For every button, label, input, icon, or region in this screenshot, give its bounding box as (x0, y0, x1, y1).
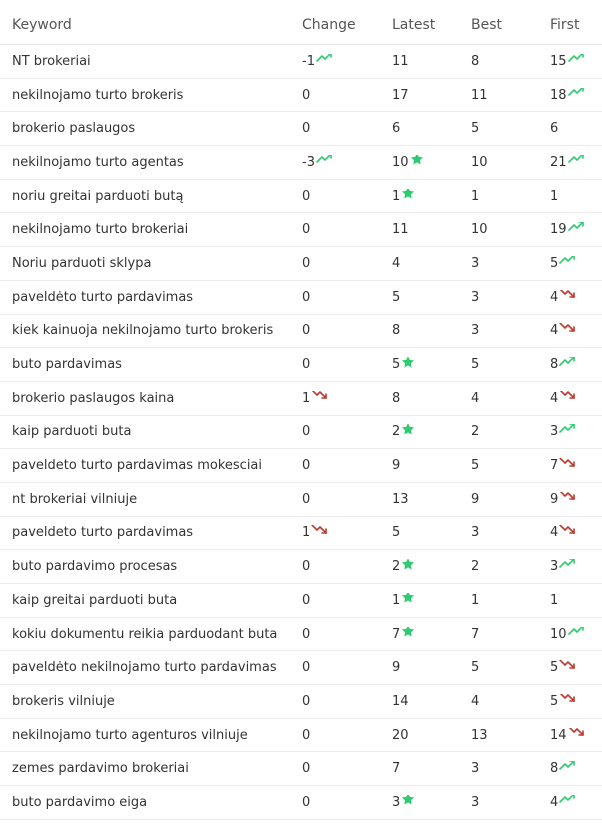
latest-cell (380, 761, 459, 776)
best-cell (459, 795, 538, 810)
first-cell (538, 694, 602, 709)
best-value: 5 (471, 357, 480, 373)
change-value: 0 (302, 255, 311, 271)
trend-down-icon (311, 391, 327, 401)
table-row[interactable] (0, 180, 602, 214)
keyword-text: brokerio paslaugos (12, 121, 136, 137)
star-icon (401, 424, 415, 436)
latest-value: 20 (392, 727, 409, 743)
header-change[interactable]: Change (302, 17, 356, 33)
latest-cell (380, 424, 459, 439)
trend-up-icon (559, 761, 575, 771)
header-first[interactable]: First (550, 17, 580, 33)
best-value: 8 (471, 53, 480, 69)
best-value: 3 (471, 794, 480, 810)
change-cell (290, 88, 380, 103)
table-row[interactable] (0, 483, 602, 517)
star-icon (410, 155, 424, 167)
best-cell (459, 88, 538, 103)
latest-cell (380, 256, 459, 271)
best-value: 11 (471, 87, 488, 103)
latest-cell (380, 660, 459, 675)
keyword-text: buto pardavimo procesas (12, 559, 178, 575)
keyword-text: NT brokeriai (12, 53, 91, 69)
trend-up-icon (559, 795, 575, 805)
change-value: 0 (302, 121, 311, 137)
table-row[interactable] (0, 146, 602, 180)
latest-value: 11 (392, 222, 409, 238)
change-cell (290, 357, 380, 372)
first-cell (538, 593, 602, 608)
trend-up-icon (568, 88, 584, 98)
table-row[interactable] (0, 584, 602, 618)
keyword-text: nekilnojamo turto agenturos vilniuje (12, 727, 248, 743)
first-value: 5 (550, 660, 559, 676)
best-value: 3 (471, 289, 480, 305)
latest-value: 2 (392, 559, 401, 575)
trend-up-icon (316, 54, 332, 64)
change-cell (290, 424, 380, 439)
trend-down-icon (559, 694, 575, 704)
keyword-cell (0, 357, 290, 372)
best-cell (459, 391, 538, 406)
first-value: 1 (550, 592, 559, 608)
table-row[interactable] (0, 786, 602, 820)
keyword-text: nekilnojamo turto agentas (12, 154, 184, 170)
latest-cell (380, 593, 459, 608)
latest-value: 5 (392, 525, 401, 541)
best-cell (459, 627, 538, 642)
change-value: 0 (302, 188, 311, 204)
best-cell (459, 458, 538, 473)
table-row[interactable] (0, 651, 602, 685)
latest-value: 8 (392, 323, 401, 339)
change-cell (290, 593, 380, 608)
latest-cell (380, 54, 459, 69)
best-cell (459, 290, 538, 305)
change-value: 0 (302, 559, 311, 575)
star-icon (401, 795, 415, 807)
latest-value: 11 (392, 53, 409, 69)
first-value: 4 (550, 323, 559, 339)
first-cell (538, 391, 602, 406)
keyword-cell (0, 492, 290, 507)
change-cell (290, 256, 380, 271)
change-cell (290, 728, 380, 743)
latest-value: 8 (392, 390, 401, 406)
best-value: 1 (471, 592, 480, 608)
keyword-cell (0, 694, 290, 709)
keyword-cell (0, 424, 290, 439)
change-cell (290, 627, 380, 642)
first-value: 4 (550, 525, 559, 541)
star-icon (401, 593, 415, 605)
change-value: 0 (302, 424, 311, 440)
first-value: 4 (550, 390, 559, 406)
keyword-cell (0, 593, 290, 608)
keyword-cell (0, 256, 290, 271)
best-value: 5 (471, 458, 480, 474)
latest-cell (380, 525, 459, 540)
latest-value: 9 (392, 660, 401, 676)
keyword-text: nt brokeriai vilniuje (12, 491, 138, 507)
first-value: 1 (550, 188, 559, 204)
keyword-text: paveldeto turto pardavimas (12, 525, 194, 541)
trend-down-icon (559, 660, 575, 670)
first-value: 15 (550, 53, 567, 69)
best-cell (459, 323, 538, 338)
table-row[interactable] (0, 348, 602, 382)
latest-cell (380, 189, 459, 204)
keyword-cell (0, 761, 290, 776)
table-row[interactable] (0, 281, 602, 315)
change-cell (290, 222, 380, 237)
table-row[interactable] (0, 79, 602, 113)
keyword-text: kiek kainuoja nekilnojamo turto brokeris (12, 323, 274, 339)
latest-cell (380, 795, 459, 810)
change-cell (290, 525, 380, 540)
first-value: 21 (550, 154, 567, 170)
table-row[interactable] (0, 416, 602, 450)
change-cell (290, 660, 380, 675)
keyword-text: paveldėto turto pardavimas (12, 289, 194, 305)
first-cell (538, 627, 602, 642)
latest-cell (380, 357, 459, 372)
keyword-text: paveldeto turto pardavimas mokesciai (12, 458, 263, 474)
latest-value: 5 (392, 357, 401, 373)
first-cell (538, 458, 602, 473)
table-row[interactable] (0, 382, 602, 416)
latest-value: 7 (392, 626, 401, 642)
change-value: 0 (302, 592, 311, 608)
first-value: 9 (550, 491, 559, 507)
change-value: 0 (302, 794, 311, 810)
best-cell (459, 525, 538, 540)
change-value: 0 (302, 693, 311, 709)
table-row[interactable] (0, 618, 602, 652)
first-value: 4 (550, 289, 559, 305)
change-cell (290, 559, 380, 574)
trend-up-icon (568, 222, 584, 232)
change-cell (290, 290, 380, 305)
latest-cell (380, 391, 459, 406)
latest-value: 3 (392, 794, 401, 810)
first-cell (538, 559, 602, 574)
keyword-text: noriu greitai parduoti butą (12, 188, 184, 204)
keyword-cell (0, 391, 290, 406)
trend-up-icon (559, 559, 575, 569)
best-cell (459, 357, 538, 372)
latest-cell (380, 323, 459, 338)
best-value: 13 (471, 727, 488, 743)
latest-value: 2 (392, 424, 401, 440)
table-row[interactable] (0, 449, 602, 483)
first-value: 5 (550, 693, 559, 709)
keyword-text: Noriu parduoti sklypa (12, 255, 152, 271)
trend-down-icon (311, 525, 327, 535)
best-value: 4 (471, 693, 480, 709)
keyword-cell (0, 54, 290, 69)
latest-cell (380, 290, 459, 305)
latest-cell (380, 694, 459, 709)
keyword-text: kaip greitai parduoti buta (12, 592, 178, 608)
first-cell (538, 357, 602, 372)
trend-up-icon (559, 256, 575, 266)
change-value: 0 (302, 660, 311, 676)
keyword-cell (0, 458, 290, 473)
change-value: 0 (302, 323, 311, 339)
best-cell (459, 728, 538, 743)
table-row[interactable] (0, 112, 602, 146)
first-value: 19 (550, 222, 567, 238)
change-cell (290, 323, 380, 338)
latest-cell (380, 627, 459, 642)
header-best[interactable]: Best (471, 17, 503, 33)
table-row[interactable] (0, 45, 602, 79)
latest-value: 1 (392, 188, 401, 204)
table-row[interactable] (0, 315, 602, 349)
latest-value: 17 (392, 87, 409, 103)
table-row[interactable] (0, 685, 602, 719)
first-cell (538, 728, 602, 743)
best-cell (459, 492, 538, 507)
first-cell (538, 525, 602, 540)
change-value: -1 (302, 53, 315, 69)
keyword-text: kokiu dokumentu reikia parduodant buta (12, 626, 278, 642)
first-cell (538, 222, 602, 237)
best-cell (459, 559, 538, 574)
first-cell (538, 323, 602, 338)
change-cell (290, 391, 380, 406)
keyword-text: buto pardavimas (12, 357, 122, 373)
trend-down-icon (559, 290, 575, 300)
keyword-cell (0, 525, 290, 540)
first-value: 8 (550, 357, 559, 373)
header-latest[interactable]: Latest (392, 17, 436, 33)
best-value: 10 (471, 154, 488, 170)
change-value: 1 (302, 525, 311, 541)
first-value: 7 (550, 458, 559, 474)
best-cell (459, 761, 538, 776)
trend-down-icon (559, 323, 575, 333)
keyword-text: nekilnojamo turto brokeris (12, 87, 184, 103)
header-keyword[interactable]: Keyword (12, 17, 72, 33)
best-cell (459, 54, 538, 69)
best-value: 7 (471, 626, 480, 642)
trend-up-icon (568, 627, 584, 637)
first-value: 14 (550, 727, 567, 743)
keyword-cell (0, 323, 290, 338)
change-cell (290, 795, 380, 810)
first-cell (538, 761, 602, 776)
trend-down-icon (559, 492, 575, 502)
best-cell (459, 155, 538, 170)
change-value: 0 (302, 357, 311, 373)
best-cell (459, 256, 538, 271)
keyword-cell (0, 559, 290, 574)
latest-value: 10 (392, 154, 409, 170)
best-value: 3 (471, 525, 480, 541)
star-icon (401, 559, 415, 571)
keyword-cell (0, 222, 290, 237)
best-cell (459, 189, 538, 204)
keyword-cell (0, 795, 290, 810)
best-value: 1 (471, 188, 480, 204)
best-value: 3 (471, 761, 480, 777)
change-cell (290, 121, 380, 136)
trend-down-icon (559, 458, 575, 468)
change-value: 0 (302, 491, 311, 507)
star-icon (401, 627, 415, 639)
first-cell (538, 492, 602, 507)
change-value: 0 (302, 458, 311, 474)
change-value: 1 (302, 390, 311, 406)
best-value: 10 (471, 222, 488, 238)
keyword-cell (0, 88, 290, 103)
first-cell (538, 290, 602, 305)
best-value: 3 (471, 255, 480, 271)
first-value: 3 (550, 559, 559, 575)
best-cell (459, 121, 538, 136)
best-cell (459, 694, 538, 709)
keyword-text: buto pardavimo eiga (12, 794, 148, 810)
first-value: 18 (550, 87, 567, 103)
change-value: 0 (302, 626, 311, 642)
trend-down-icon (559, 391, 575, 401)
first-value: 3 (550, 424, 559, 440)
best-cell (459, 593, 538, 608)
latest-value: 9 (392, 458, 401, 474)
table-row[interactable] (0, 247, 602, 281)
keyword-text: nekilnojamo turto brokeriai (12, 222, 189, 238)
first-value: 6 (550, 121, 559, 137)
change-cell (290, 458, 380, 473)
change-value: -3 (302, 154, 315, 170)
best-value: 3 (471, 323, 480, 339)
best-value: 2 (471, 424, 480, 440)
trend-up-icon (568, 155, 584, 165)
trend-up-icon (568, 54, 584, 64)
change-cell (290, 54, 380, 69)
change-value: 0 (302, 289, 311, 305)
latest-cell (380, 88, 459, 103)
latest-cell (380, 728, 459, 743)
trend-up-icon (559, 357, 575, 367)
table-header (0, 0, 602, 45)
change-value: 0 (302, 87, 311, 103)
first-cell (538, 121, 602, 136)
best-cell (459, 222, 538, 237)
table-row[interactable] (0, 719, 602, 753)
change-cell (290, 761, 380, 776)
keyword-text: brokerio paslaugos kaina (12, 390, 175, 406)
best-value: 2 (471, 559, 480, 575)
first-value: 8 (550, 761, 559, 777)
keyword-cell (0, 290, 290, 305)
latest-cell (380, 222, 459, 237)
latest-value: 5 (392, 289, 401, 305)
first-cell (538, 424, 602, 439)
first-value: 5 (550, 255, 559, 271)
first-value: 10 (550, 626, 567, 642)
latest-value: 4 (392, 255, 401, 271)
latest-cell (380, 492, 459, 507)
latest-cell (380, 458, 459, 473)
change-cell (290, 189, 380, 204)
latest-value: 6 (392, 121, 401, 137)
latest-cell (380, 155, 459, 170)
change-cell (290, 155, 380, 170)
first-cell (538, 155, 602, 170)
keyword-text: zemes pardavimo brokeriai (12, 761, 189, 777)
change-value: 0 (302, 222, 311, 238)
trend-up-icon (559, 424, 575, 434)
best-value: 5 (471, 121, 480, 137)
keyword-cell (0, 728, 290, 743)
first-cell (538, 189, 602, 204)
trend-up-icon (316, 155, 332, 165)
keyword-cell (0, 155, 290, 170)
keyword-text: paveldėto nekilnojamo turto pardavimas (12, 660, 277, 676)
trend-down-icon (559, 525, 575, 535)
keyword-text: brokeris vilniuje (12, 693, 115, 709)
keyword-text: kaip parduoti buta (12, 424, 132, 440)
keyword-cell (0, 189, 290, 204)
table-body (0, 45, 602, 820)
trend-down-icon (568, 728, 584, 738)
latest-cell (380, 121, 459, 136)
change-cell (290, 492, 380, 507)
best-value: 5 (471, 660, 480, 676)
latest-value: 13 (392, 491, 409, 507)
first-cell (538, 795, 602, 810)
first-cell (538, 88, 602, 103)
best-value: 9 (471, 491, 480, 507)
star-icon (401, 189, 415, 201)
latest-value: 1 (392, 592, 401, 608)
latest-cell (380, 559, 459, 574)
first-cell (538, 256, 602, 271)
best-cell (459, 424, 538, 439)
best-value: 4 (471, 390, 480, 406)
change-value: 0 (302, 761, 311, 777)
keyword-cell (0, 660, 290, 675)
table-row[interactable] (0, 550, 602, 584)
table-row[interactable] (0, 517, 602, 551)
table-row[interactable] (0, 752, 602, 786)
change-value: 0 (302, 727, 311, 743)
star-icon (401, 357, 415, 369)
table-row[interactable] (0, 213, 602, 247)
latest-value: 14 (392, 693, 409, 709)
change-cell (290, 694, 380, 709)
first-value: 4 (550, 794, 559, 810)
keyword-cell (0, 121, 290, 136)
keyword-cell (0, 627, 290, 642)
first-cell (538, 660, 602, 675)
latest-value: 7 (392, 761, 401, 777)
first-cell (538, 54, 602, 69)
best-cell (459, 660, 538, 675)
